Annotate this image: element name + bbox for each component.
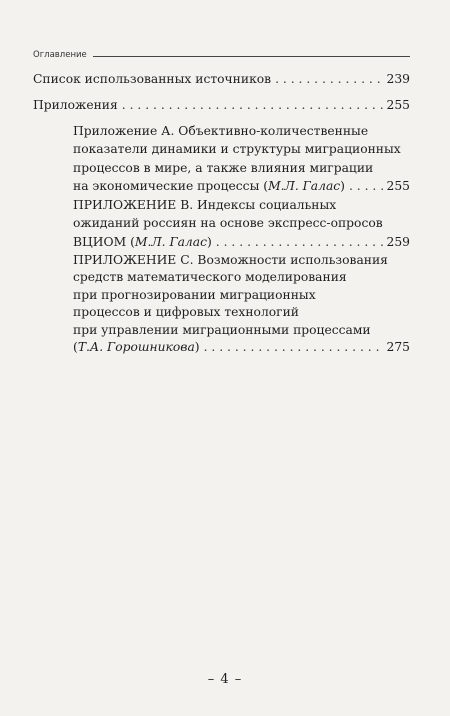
toc-entry-line: ПРИЛОЖЕНИЕ С. Возможности использования: [73, 253, 388, 267]
header-label: Оглавление: [33, 50, 87, 60]
toc-entry-line: Приложение А. Объективно-количественные: [73, 124, 369, 138]
author-name: М.Л. Галас: [134, 234, 207, 249]
toc-entry-line: процессов и цифровых технологий: [73, 305, 299, 320]
toc-entry-line-end: ВЦИОМ (М.Л. Галас): [73, 234, 212, 249]
toc-entry-line-end: (Т.А. Горошникова): [73, 340, 200, 355]
toc-page-number: 255: [386, 178, 410, 193]
running-header: [33, 50, 410, 60]
toc-entry-sources[interactable]: [33, 70, 410, 88]
dot-leader: [349, 177, 383, 195]
toc-entry-line: при прогнозировании миграционных: [73, 287, 316, 302]
dot-leader: [204, 339, 383, 356]
toc-entry-title: Список использованных источников: [33, 72, 272, 86]
author-name: М.Л. Галас: [268, 178, 341, 193]
dot-leader: [122, 96, 383, 114]
toc-entry-appendix-a[interactable]: [73, 122, 410, 195]
toc-entry-line: ожиданий россиян на основе экспресс-опросов: [73, 216, 383, 231]
page-number: – 4 –: [207, 672, 243, 687]
toc-entry-line: ПРИЛОЖЕНИЕ В. Индексы социальных: [73, 198, 337, 212]
toc-entry-appendices[interactable]: [33, 96, 410, 114]
toc-entry-line: процессов в мире, а также влияния миграции: [73, 160, 374, 175]
toc-entry-line: средств математического моделирования: [73, 270, 347, 285]
author-name: Т.А. Горошникова: [77, 340, 195, 355]
toc-page-number: 239: [386, 72, 410, 86]
toc-entry-line: при управлении миграционными процессами: [73, 322, 371, 337]
header-rule: [93, 56, 410, 57]
dot-leader: [216, 233, 383, 251]
toc-page-number: 275: [386, 340, 410, 355]
toc-page-number: 255: [386, 98, 410, 112]
toc-entry-line: показатели динамики и структуры миграционных: [73, 142, 401, 157]
dot-leader: [275, 70, 382, 88]
toc-entry-title: Приложения: [33, 98, 118, 112]
toc-page-number: 259: [386, 234, 410, 249]
toc-entry-appendix-c[interactable]: [73, 252, 410, 356]
toc-entry-appendix-b[interactable]: [73, 196, 410, 251]
toc-entry-line-end: на экономические процессы (М.Л. Галас): [73, 178, 345, 193]
